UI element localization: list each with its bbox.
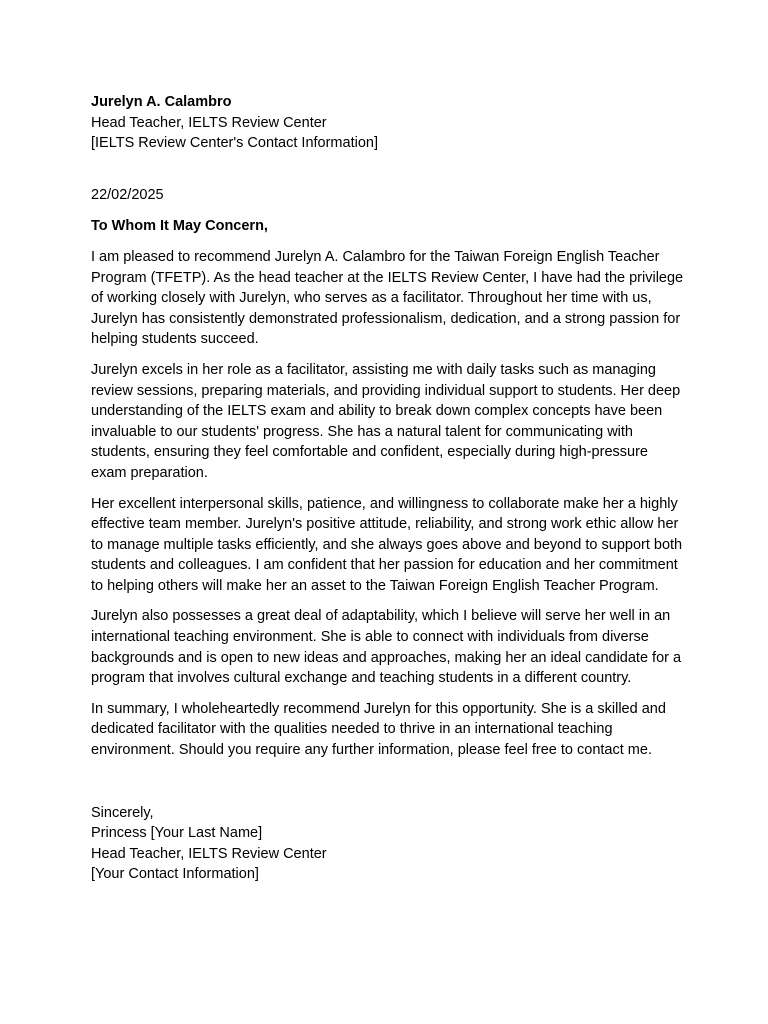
sender-block (91, 92, 686, 154)
closing-spacer (91, 771, 686, 803)
body-paragraph-4: Jurelyn also possesses a great deal of adaptability, which I believe will serve her well in an international teaching environment. She is able to connect with individuals from diverse backgrounds and is open to new ideas and approaches, making her an ideal candidate for a program that involves cultural exchange and teaching students in a different country. (91, 608, 682, 687)
signatory-name: Princess [Your Last Name] (91, 825, 263, 842)
body-paragraph-5: In summary, I wholeheartedly recommend Jurelyn for this opportunity. She is a skilled and dedicated facilitator with the qualities needed to thrive in an international teaching environment. Should you require any further information, please feel free to contact me. (91, 700, 666, 759)
recommendation-letter (91, 92, 686, 885)
sender-title: Head Teacher, IELTS Review Center (91, 114, 327, 131)
body-paragraph-2: Jurelyn excels in her role as a facilitator, assisting me with daily tasks such as managing review sessions, preparing materials, and providing individual support to students. Her deep understanding of the IELTS exam and ability to break down complex concepts have been invaluable to our students' progress. She has a natural talent for communicating with students, ensuring they feel comfortable and confident, especially during high-pressure exam preparation. (91, 361, 681, 481)
sender-contact: [IELTS Review Center's Contact Information] (91, 135, 378, 152)
valediction: Sincerely, (91, 804, 154, 821)
closing-block (91, 803, 686, 885)
letter-date: 22/02/2025 (91, 186, 164, 203)
signatory-title: Head Teacher, IELTS Review Center (91, 845, 327, 862)
salutation: To Whom It May Concern, (91, 218, 268, 235)
body-paragraph-1: I am pleased to recommend Jurelyn A. Calambro for the Taiwan Foreign English Teacher Program (TFETP). As the head teacher at the IELTS Review Center, I have had the privilege of working closely with Jurelyn, who serves as a facilitator. Throughout her time with us, Jurelyn has consistently demonstrated professionalism, dedication, and a strong passion for helping students succeed. (91, 248, 684, 348)
signatory-contact: [Your Contact Information] (91, 866, 259, 883)
body-paragraph-3: Her excellent interpersonal skills, patience, and willingness to collaborate make her a highly effective team member. Jurelyn's positive attitude, reliability, and strong work ethic allow her to manage multiple tasks efficiently, and she always goes above and beyond to support both students and colleagues. I am confident that her passion for education and her commitment to helping others will make her an asset to the Taiwan Foreign English Teacher Program. (91, 495, 683, 594)
sender-name: Jurelyn A. Calambro (91, 94, 232, 110)
